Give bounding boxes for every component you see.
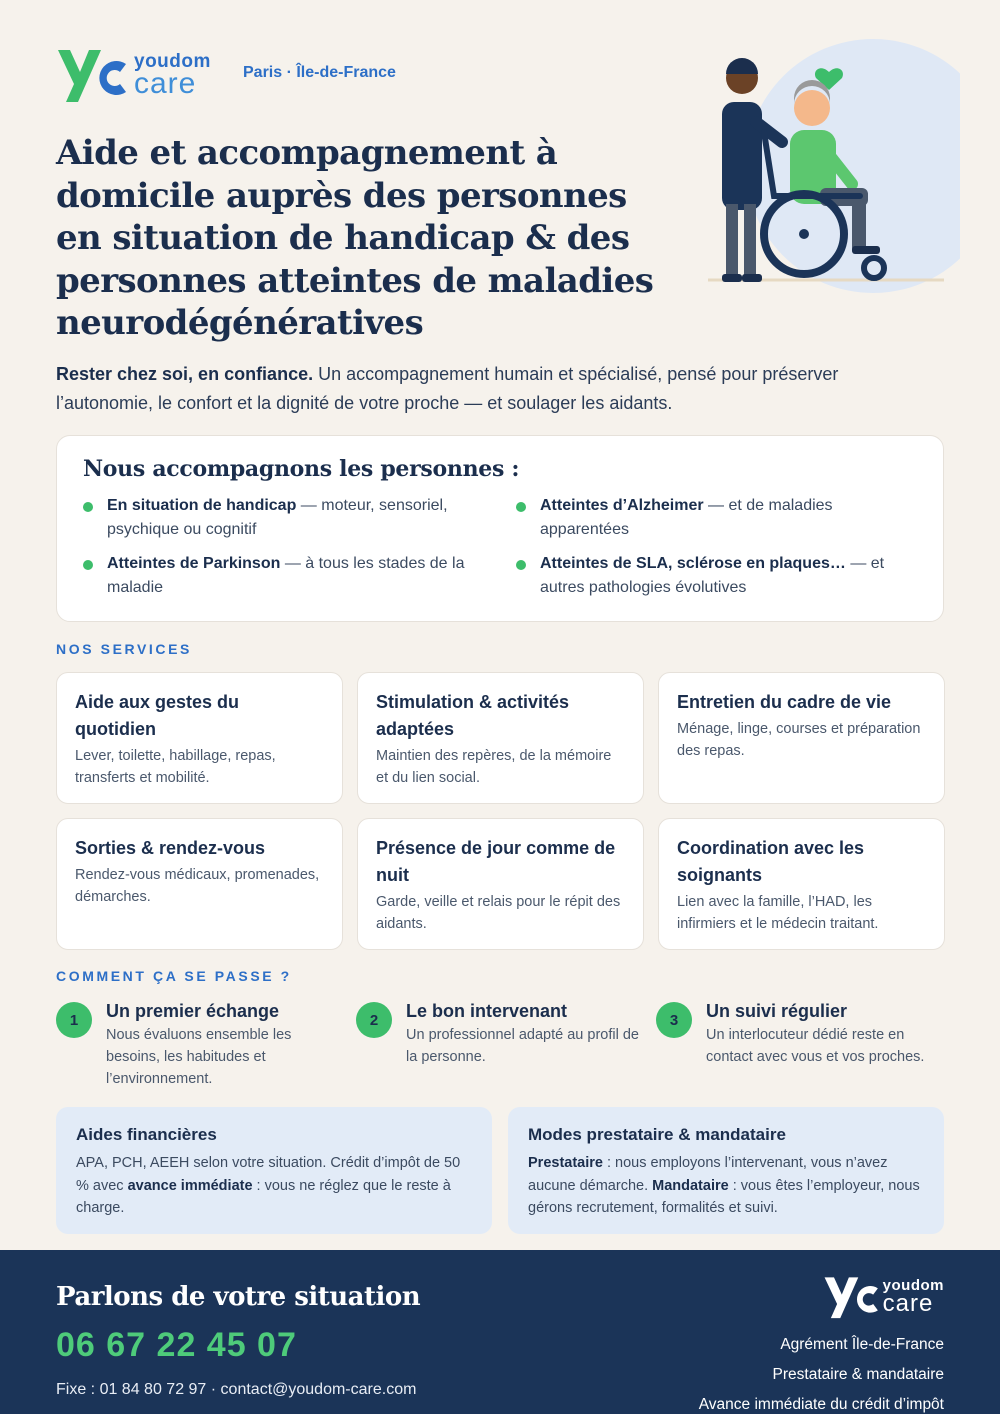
service-desc: Rendez-vous médicaux, promenades, démarches. [75,867,320,905]
audience-heading: Nous accompagnons les personnes : [83,456,520,482]
service-desc: Ménage, linge, courses et préparation des repas. [677,721,921,759]
service-title: Stimulation & activités adaptées [376,692,570,739]
service-title: Coordination avec les soignants [677,838,865,885]
service-card [56,818,343,950]
service-desc: Lever, toilette, habillage, repas, transferts et mobilité. [75,748,276,786]
service-title: Présence de jour comme de nuit [376,838,616,885]
audience-list [83,494,917,600]
process-steps [56,998,956,1090]
audience-item-bold: Atteintes de SLA, sclérose en plaques… [540,555,846,572]
step-desc: Nous évaluons ensemble les besoins, les habitudes et l’environnement. [106,1027,292,1087]
intro-text: Un accompagnement humain et spécialisé, pensé pour préserver l’autonomie, le confort et la dignité de votre proche — et soulager les aidants. [56,364,839,413]
brand-logo [56,44,211,106]
financial-bold: avance immédiate [127,1177,253,1194]
financial-aid-title: Aides financières [76,1125,217,1144]
modes-text [528,1152,924,1220]
footer-bar [0,1250,1000,1414]
badge-modes: Prestataire & mandataire [772,1366,944,1383]
audience-item-text: — et autres pathologies évolutives [540,555,885,596]
process-step [356,998,656,1090]
footer-logo-word-youdom: youdom [882,1277,944,1295]
audience-item-bold: Atteintes de Parkinson [107,555,281,572]
modes-box [508,1107,944,1234]
bullet-icon [83,560,93,570]
logo-word-care: care [134,67,197,101]
badge-credit: Avance immédiate du crédit d’impôt [698,1396,944,1413]
service-card [658,818,945,950]
list-item [516,494,916,542]
footer-phone-link[interactable]: 06 67 22 45 07 [56,1326,297,1364]
logo-word-youdom: youdom [134,50,211,72]
region-label: Paris · Île-de-France [243,64,396,81]
step-title: Le bon intervenant [406,1001,568,1021]
list-item [83,552,488,600]
service-card [357,672,644,804]
list-item [83,494,488,542]
process-step [56,998,356,1090]
step-desc: Un interlocuteur dédié reste en contact avec vous et vos proches. [706,1027,925,1065]
modes-text-1: : nous employons l’intervenant, vous n’avez aucune démarche. [528,1155,888,1194]
caregiver-wheelchair-illustration [700,36,960,296]
audience-item-text: — moteur, sensoriel, psychique ou cognitif [107,497,448,538]
step-title: Un premier échange [106,1001,280,1021]
step-number-badge: 1 [56,1002,92,1038]
footer-cta: Parlons de votre situation [56,1282,421,1312]
modes-bold-2: Mandataire [652,1177,729,1194]
services-label: NOS SERVICES [56,641,192,657]
service-card [658,672,945,804]
yc-logo-mark [56,44,130,106]
step-number-badge: 3 [656,1002,692,1038]
service-desc: Garde, veille et relais pour le répit des aidants. [376,894,621,932]
process-label: COMMENT ÇA SE PASSE ? [56,968,292,984]
service-desc: Lien avec la famille, l’HAD, les infirmiers et le médecin traitant. [677,894,879,932]
financial-aid-text [76,1152,472,1220]
footer-logo-word-care: care [882,1289,934,1317]
service-card [357,818,644,950]
modes-text-2: : vous êtes l’employeur, nous gérons recrutement, formalités et suivi. [528,1177,920,1216]
audience-card [56,435,944,622]
modes-bold-1: Prestataire [528,1155,603,1171]
service-title: Entretien du cadre de vie [677,692,892,712]
badge-agrement: Agrément Île-de-France [780,1336,944,1353]
step-title: Un suivi régulier [706,1001,848,1021]
financial-aid-box [56,1107,492,1234]
yc-monogram-icon [56,44,130,106]
bullet-icon [516,502,526,512]
financial-text-2: : vous ne réglez que le reste à charge. [76,1177,451,1216]
modes-title: Modes prestataire & mandataire [528,1125,786,1144]
yc-monogram-icon [823,1272,881,1322]
bullet-icon [516,560,526,570]
process-step [656,998,956,1090]
list-item [516,552,916,600]
intro-lead: Rester chez soi, en confiance. [56,364,314,384]
audience-item-bold: Atteintes d’Alzheimer [540,497,704,514]
audience-item-text: — et de maladies apparentées [540,497,833,538]
audience-item-text: — à tous les stades de la maladie [107,555,465,596]
service-desc: Maintien des repères, de la mémoire et du lien social. [376,748,612,786]
footer-logo [823,1272,944,1322]
intro-paragraph [56,360,936,418]
footer-contact[interactable]: Fixe : 01 84 80 72 97 · contact@youdom-care.com [56,1381,417,1398]
audience-item-bold: En situation de handicap [107,497,297,514]
services-grid [56,672,944,950]
footer-badges [699,1330,944,1414]
service-title: Aide aux gestes du quotidien [75,692,240,739]
service-card [56,672,343,804]
step-desc: Un professionnel adapté au profil de la personne. [406,1027,639,1065]
page-title: Aide et accompagnement à domicile auprès des personnes en situation de handicap & des personnes atteintes de maladies neurodégénératives [56,133,654,343]
service-title: Sorties & rendez-vous [75,838,266,858]
bullet-icon [83,502,93,512]
financial-text-1: APA, PCH, AEEH selon votre situation. Crédit d’impôt de 50 % avec [76,1155,461,1194]
step-number-badge: 2 [356,1002,392,1038]
